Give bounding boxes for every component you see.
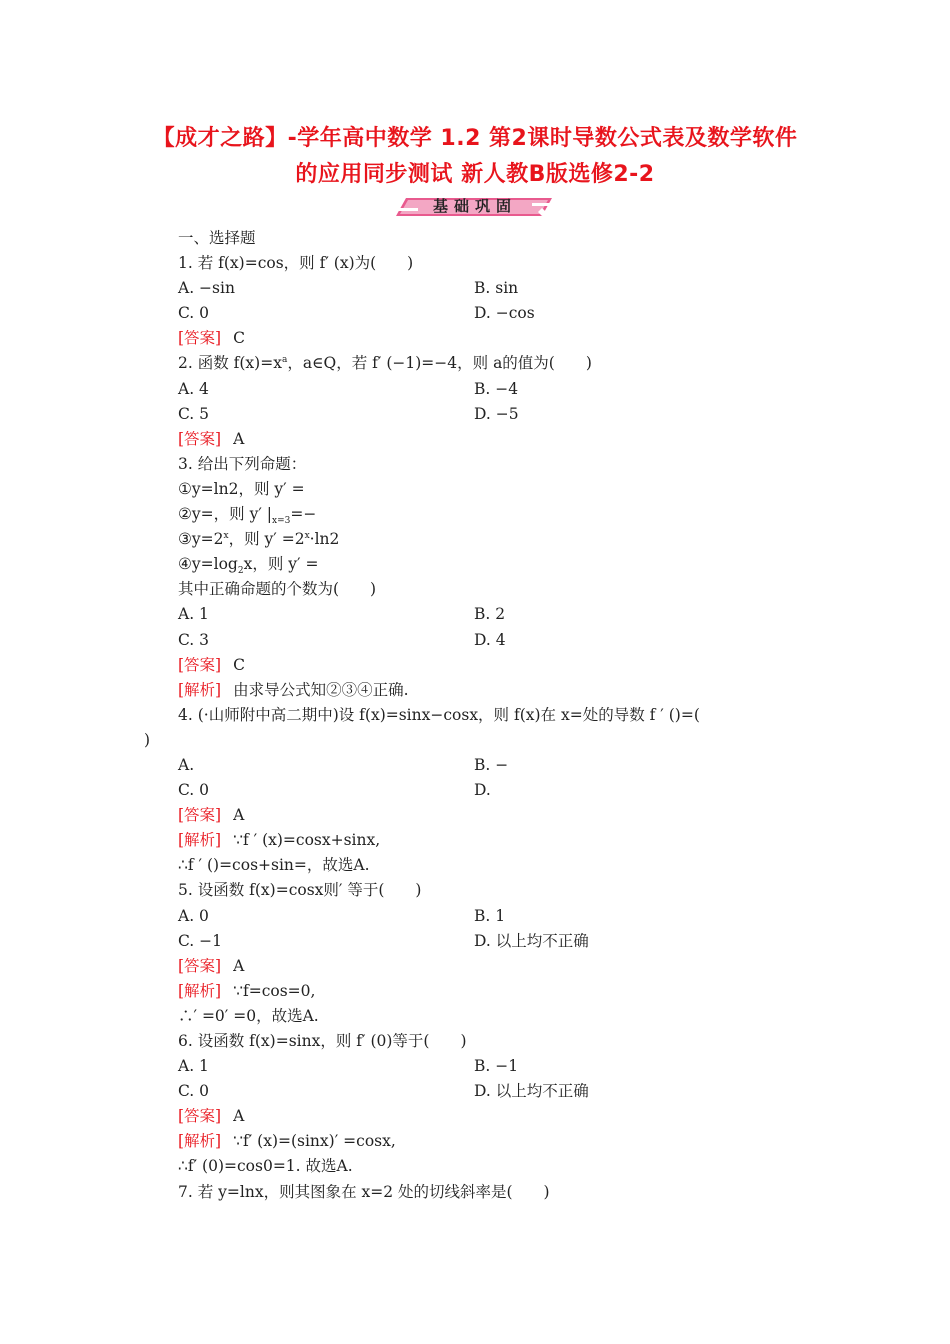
- q1-option-d: D. −cos: [474, 304, 535, 323]
- q1-options-cd: [178, 301, 838, 326]
- q3-p3-sup2: x: [304, 530, 310, 541]
- q6-analysis-line-2: ∴f′ (0)=cos0=1. 故选A.: [178, 1157, 353, 1176]
- q6-option-d: D. 以上均不正确: [474, 1082, 589, 1101]
- q5-answer: [178, 954, 838, 979]
- q2-stem: [178, 351, 838, 376]
- q5-analysis: [178, 979, 838, 1004]
- q3-answer-value: C: [233, 655, 245, 674]
- q4-option-d: D.: [474, 781, 491, 800]
- q4-option-b: B. −: [474, 755, 509, 774]
- q3-p4-post: x，则 y′ =: [243, 555, 319, 574]
- q3-proposition-1: ①y=ln2，则 y′ =: [178, 479, 305, 498]
- q3-question: 其中正确命题的个数为( ): [178, 580, 377, 599]
- q1-option-c: C. 0: [178, 304, 210, 323]
- q3-proposition-2: [178, 502, 838, 527]
- q3-analysis: [178, 678, 838, 703]
- q6-analysis: [178, 1129, 838, 1154]
- q2-option-c: C. 5: [178, 404, 210, 423]
- q4-option-a: A.: [178, 755, 195, 774]
- q4-answer-value: A: [233, 806, 245, 825]
- q3-answer: [178, 653, 838, 678]
- answer-tag: [答案]: [178, 1107, 222, 1126]
- analysis-tag: [解析]: [178, 1132, 222, 1151]
- q3-options-cd: [178, 628, 838, 653]
- q6-option-c: C. 0: [178, 1082, 210, 1101]
- q3-p3-sup1: x: [223, 530, 229, 541]
- q7-stem: 7. 若 y=lnx，则其图象在 x=2 处的切线斜率是( ): [178, 1182, 550, 1201]
- q5-option-d: D. 以上均不正确: [474, 931, 589, 950]
- q3-option-c: C. 3: [178, 630, 210, 649]
- q6-options-ab: [178, 1054, 838, 1079]
- analysis-tag: [解析]: [178, 680, 222, 699]
- q3-p2-post: =−: [290, 505, 317, 524]
- q6-answer-value: A: [233, 1107, 245, 1126]
- q3-p3-post: ·ln2: [309, 530, 340, 549]
- q6-options-cd: [178, 1079, 838, 1104]
- q5-options-cd: [178, 929, 838, 954]
- q1-option-b: B. sin: [474, 279, 519, 298]
- answer-tag: [答案]: [178, 329, 222, 348]
- q1-answer-value: C: [233, 329, 245, 348]
- q4-option-c: C. 0: [178, 781, 210, 800]
- q2-option-d: D. −5: [474, 404, 519, 423]
- q2-options-cd: [178, 402, 838, 427]
- q5-option-c: C. −1: [178, 931, 223, 950]
- q2-answer-value: A: [233, 429, 245, 448]
- answer-tag: [答案]: [178, 429, 222, 448]
- q4-options-cd: [178, 778, 838, 803]
- q4-analysis-line-2: ∴f ′ ()=cos+sin=，故选A.: [178, 856, 370, 875]
- q3-analysis-text: 由求导公式知②③④正确.: [233, 680, 409, 699]
- q4-answer: [178, 803, 838, 828]
- q5-option-b: B. 1: [474, 906, 506, 925]
- q4-options-ab: [178, 753, 838, 778]
- q3-option-a: A. 1: [178, 605, 209, 624]
- q3-option-d: D. 4: [474, 630, 506, 649]
- banner-label: 基础巩固: [432, 197, 517, 215]
- q3-p2-sub: x=3: [272, 516, 291, 527]
- answer-tag: [答案]: [178, 806, 222, 825]
- q4-stem: 4. (·山师附中高二期中)设 f(x)=sinx−cosx，则 f(x)在 x=处的导数 f ′ ()=(: [178, 705, 700, 724]
- section-heading: 一、选择题: [178, 229, 256, 247]
- q2-option-b: B. −4: [474, 379, 519, 398]
- q1-options-ab: [178, 276, 838, 301]
- document-title-line-1: 【成才之路】-学年高中数学 1.2 第2课时导数公式表及数学软件: [152, 126, 798, 151]
- analysis-tag: [解析]: [178, 981, 222, 1000]
- question-body: [144, 226, 838, 1205]
- analysis-tag: [解析]: [178, 831, 222, 850]
- q3-option-b: B. 2: [474, 605, 506, 624]
- q6-option-b: B. −1: [474, 1057, 519, 1076]
- document-title-line-2: 的应用同步测试 新人教B版选修2-2: [295, 162, 655, 187]
- q6-option-a: A. 1: [178, 1057, 209, 1076]
- q1-stem: 1. 若 f(x)=cos，则 f′ (x)为( ): [178, 254, 414, 273]
- section-banner: [392, 194, 558, 220]
- q6-analysis-line-1: ∵f′ (x)=(sinx)′ =cosx,: [233, 1132, 396, 1151]
- q3-p4-sub: 2: [237, 566, 244, 577]
- q3-stem: 3. 给出下列命题：: [178, 454, 307, 473]
- q5-answer-value: A: [233, 956, 245, 975]
- q5-option-a: A. 0: [178, 906, 209, 925]
- q2-answer: [178, 427, 838, 452]
- q4-stem-continuation: ): [144, 730, 151, 749]
- q3-p2-pre: ②y=，则 y′ |: [178, 505, 272, 524]
- q2-stem-sup: a: [281, 355, 288, 366]
- q2-option-a: A. 4: [178, 379, 209, 398]
- q3-p3-pre: ③y=2: [178, 530, 224, 549]
- q6-stem: 6. 设函数 f(x)=sinx，则 f′ (0)等于( ): [178, 1032, 467, 1050]
- q3-p4-pre: ④y=log: [178, 555, 238, 574]
- q1-option-a: A. −sin: [178, 279, 235, 298]
- q1-answer: [178, 326, 838, 351]
- q3-proposition-4: [178, 552, 838, 577]
- q3-proposition-3: [178, 527, 838, 552]
- q2-options-ab: [178, 377, 838, 402]
- q5-stem: 5. 设函数 f(x)=cosx则′ 等于( ): [178, 881, 422, 900]
- q5-options-ab: [178, 904, 838, 929]
- answer-tag: [答案]: [178, 956, 222, 975]
- q4-analysis: [178, 828, 838, 853]
- answer-tag: [答案]: [178, 655, 222, 674]
- q6-answer: [178, 1104, 838, 1129]
- q4-analysis-line-1: ∵f ′ (x)=cosx+sinx,: [233, 831, 381, 850]
- q3-p3-mid: ，则 y′ =2: [228, 530, 305, 549]
- q5-analysis-line-1: ∵f=cos=0,: [233, 981, 316, 1000]
- q2-stem-post: ，a∈Q，若 f′ (−1)=−4，则 a的值为( ): [287, 354, 592, 373]
- q2-stem-pre: 2. 函数 f(x)=x: [178, 354, 282, 373]
- q5-analysis-line-2: ∴′ =0′ =0，故选A.: [178, 1006, 319, 1025]
- q3-options-ab: [178, 602, 838, 627]
